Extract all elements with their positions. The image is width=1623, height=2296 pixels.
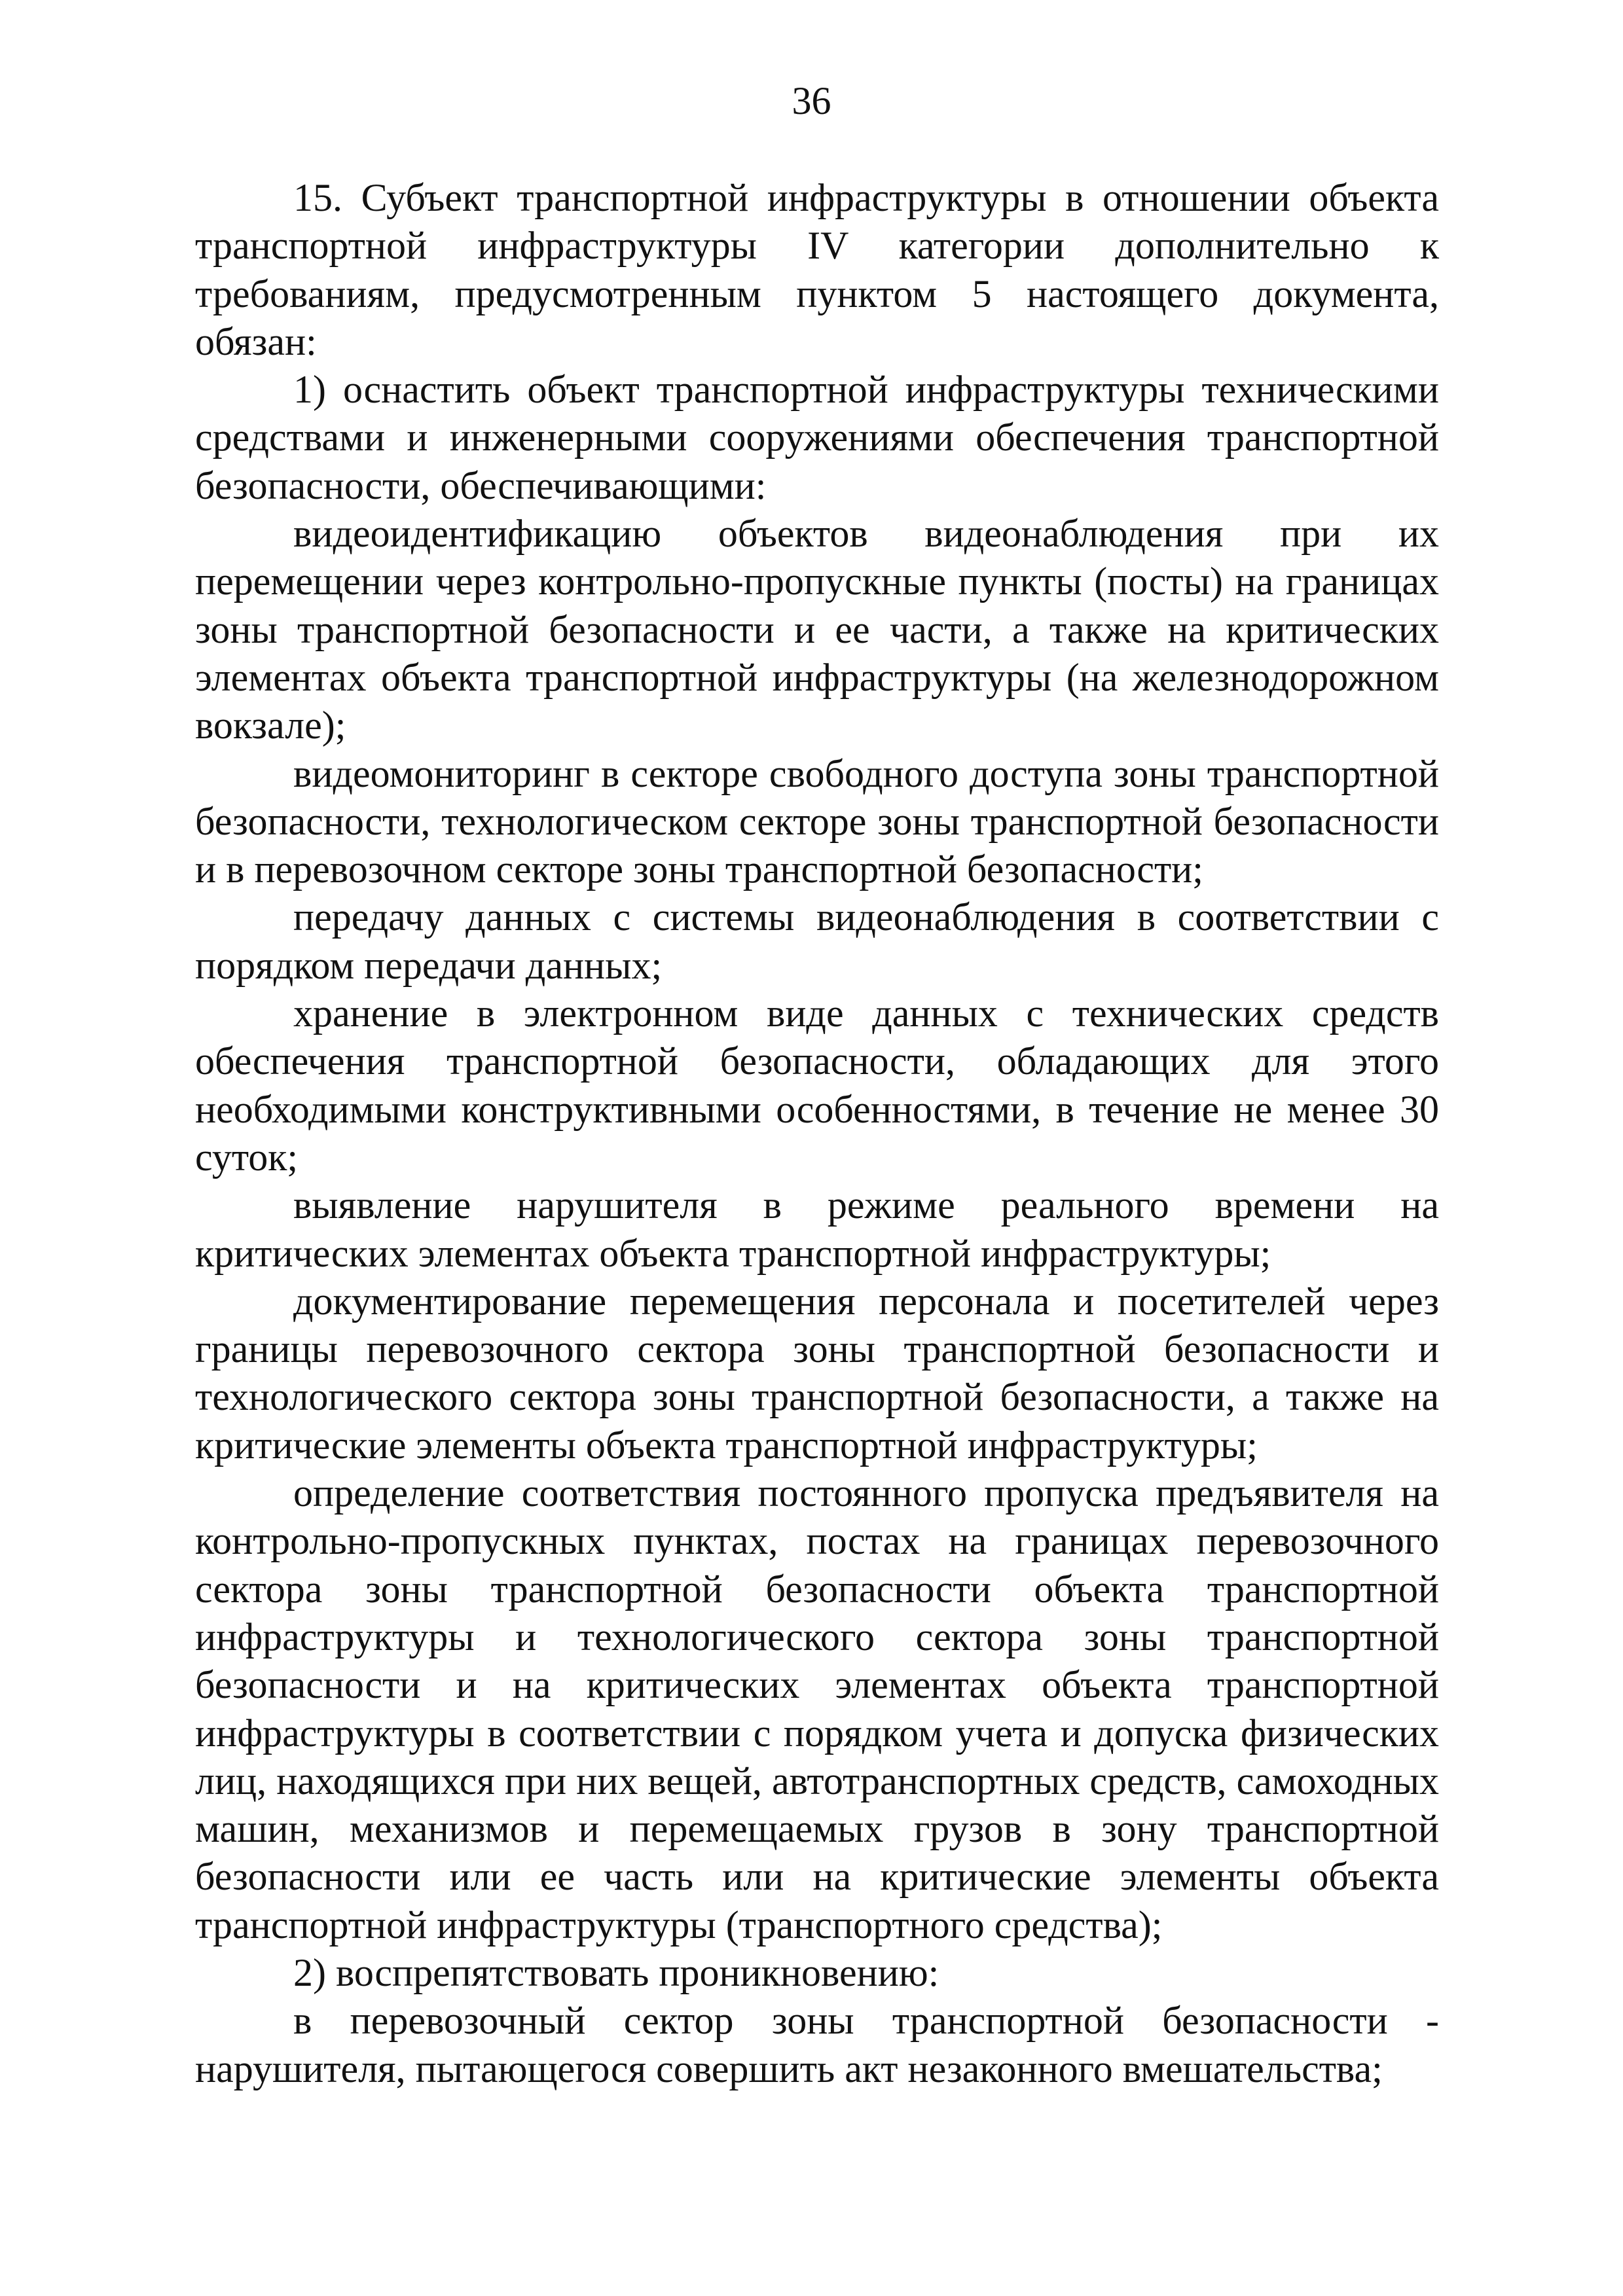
paragraph-item-15: 15. Субъект транспортной инфраструктуры в отношении объекта транспортной инфраструктуры IV категории дополнительно к требованиям, предусмотренным пунктом 5 настоящего документа, обязан: bbox=[195, 176, 1439, 363]
paragraph-intruder-detection: выявление нарушителя в режиме реального времени на критических элементах объекта транспортной инфраструктуры; bbox=[195, 1183, 1439, 1275]
paragraph-movement-documentation: документирование перемещения персонала и посетителей через границы перевозочного сектора зоны транспортной безопасности и технологического сектора зоны транспортной безопасности, а также на критические элементы объекта транспортной инфраструктуры; bbox=[195, 1279, 1439, 1467]
document-body bbox=[195, 174, 1439, 2093]
paragraph-data-transfer: передачу данных с системы видеонаблюдения в соответствии с порядком передачи данных; bbox=[195, 895, 1439, 987]
paragraph-transport-sector-intrusion: в перевозочный сектор зоны транспортной безопасности - нарушителя, пытающегося совершить акт незаконного вмешательства; bbox=[195, 1999, 1439, 2090]
paragraph-video-identification: видеоидентификацию объектов видеонаблюдения при их перемещении через контрольно-пропускные пункты (посты) на границах зоны транспортной безопасности и ее части, а также на критических элементах объекта транспортной инфраструктуры (на железнодорожном вокзале); bbox=[195, 512, 1439, 747]
paragraph-subitem-2: 2) воспрепятствовать проникновению: bbox=[293, 1950, 939, 1994]
page-number: 36 bbox=[792, 79, 831, 122]
paragraph-subitem-1: 1) оснастить объект транспортной инфраструктуры техническими средствами и инженерными сооружениями обеспечения транспортной безопасности, обеспечивающими: bbox=[195, 368, 1439, 507]
paragraph-data-storage: хранение в электронном виде данных с технических средств обеспечения транспортной безопасности, обладающих для этого необходимыми конструктивными особенностями, в течение не менее 30 суток; bbox=[195, 992, 1439, 1179]
paragraph-video-monitoring: видеомониторинг в секторе свободного доступа зоны транспортной безопасности, технологическом секторе зоны транспортной безопасности и в перевозочном секторе зоны транспортной безопасности; bbox=[195, 751, 1439, 891]
paragraph-pass-verification: определение соответствия постоянного пропуска предъявителя на контрольно-пропускных пунктах, постах на границах перевозочного сектора зоны транспортной безопасности объекта транспортной инфраструктуры и технологического сектора зоны транспортной безопасности и на критических элементах объекта транспортной инфраструктуры в соответствии с порядком учета и допуска физических лиц, находящихся при них вещей, автотранспортных средств, самоходных машин, механизмов и перемещаемых грузов в зону транспортной безопасности или ее часть или на критические элементы объекта транспортной инфраструктуры (транспортного средства); bbox=[195, 1471, 1439, 1946]
